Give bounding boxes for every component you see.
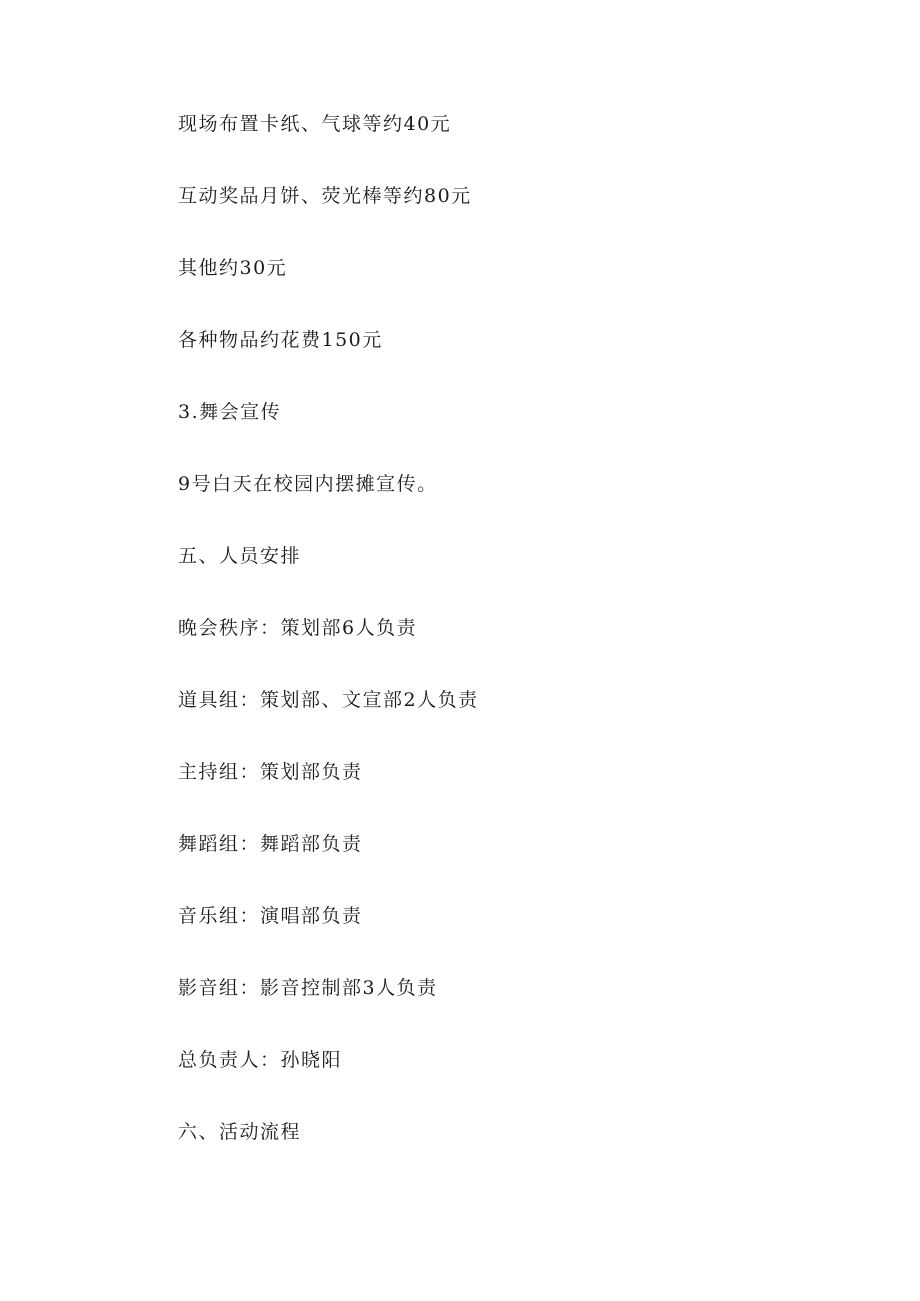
staff-lead-line: 总负责人：孙晓阳 <box>178 1049 343 1071</box>
promotion-detail-line: 9号白天在校园内摆摊宣传。 <box>178 473 438 495</box>
document-body <box>178 109 479 1189</box>
staff-dance-line: 舞蹈组：舞蹈部负责 <box>178 833 363 855</box>
section-heading-process: 六、活动流程 <box>178 1121 302 1143</box>
staff-props-line: 道具组：策划部、文宣部2人负责 <box>178 689 479 711</box>
staff-host-line: 主持组：策划部负责 <box>178 761 363 783</box>
budget-prizes-line: 互动奖品月饼、荧光棒等约80元 <box>178 185 472 207</box>
budget-total-line: 各种物品约花费150元 <box>178 329 383 351</box>
budget-decoration-line: 现场布置卡纸、气球等约40元 <box>178 113 452 135</box>
staff-music-line: 音乐组：演唱部负责 <box>178 905 363 927</box>
staff-order-line: 晚会秩序：策划部6人负责 <box>178 617 418 639</box>
section-heading-staffing: 五、人员安排 <box>178 545 302 567</box>
section-heading-promotion: 3.舞会宣传 <box>178 401 282 423</box>
staff-av-line: 影音组：影音控制部3人负责 <box>178 977 438 999</box>
budget-other-line: 其他约30元 <box>178 257 288 279</box>
